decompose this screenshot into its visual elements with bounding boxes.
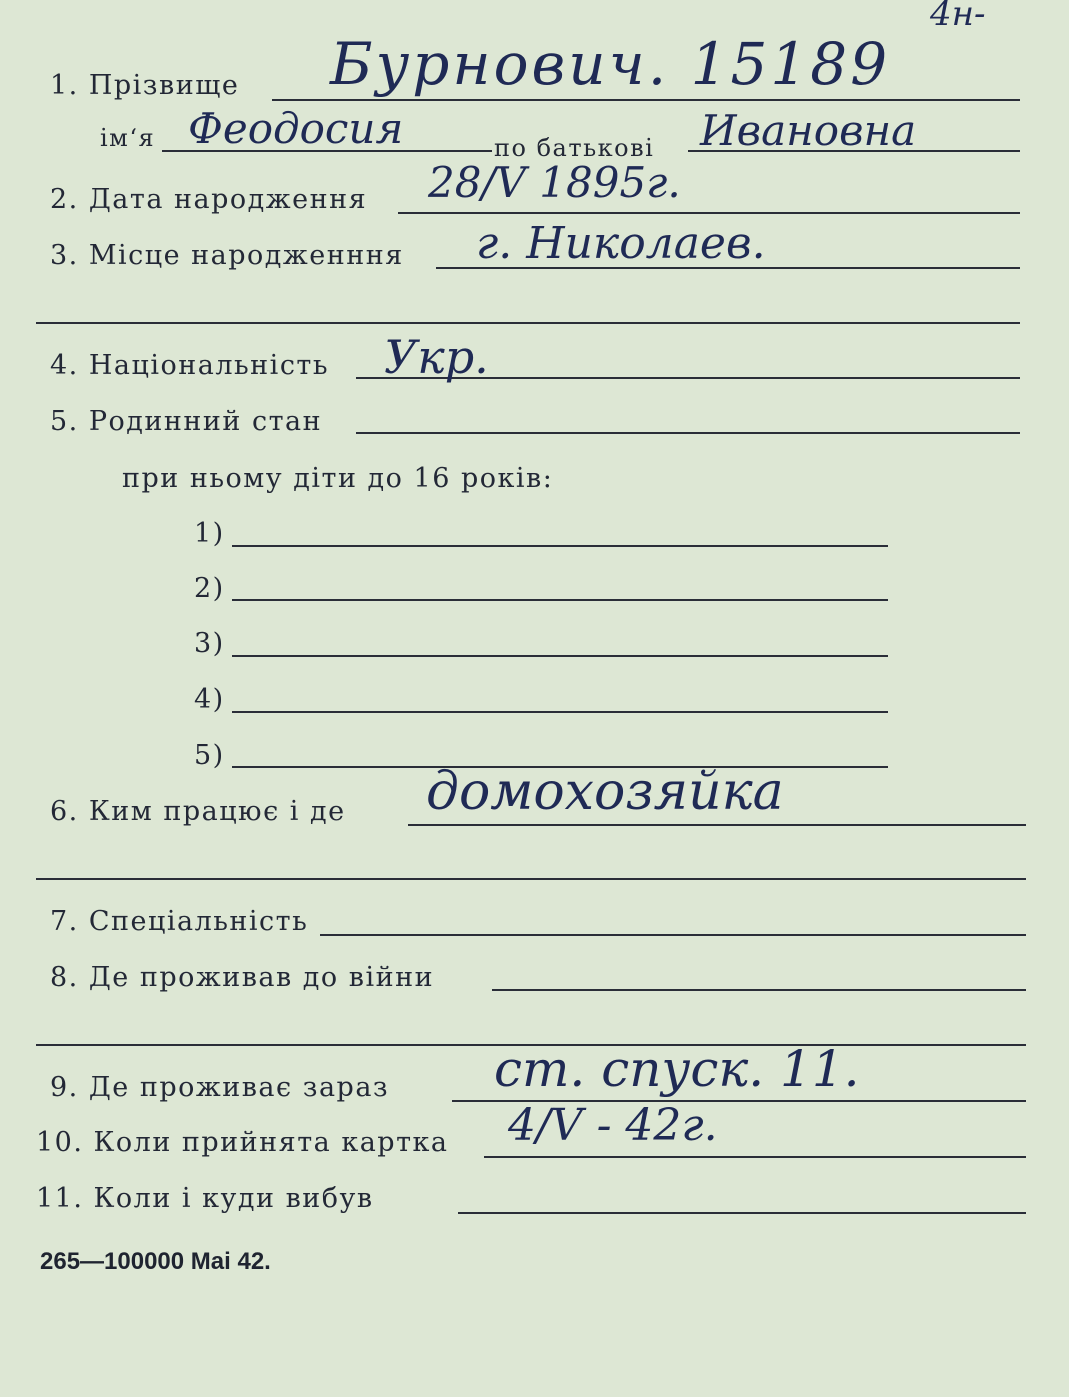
child-3-line [232,655,888,657]
name-label: ім‘я [100,124,156,152]
child-4-label: 4) [194,684,225,715]
card-date-value: 4/V - 42г. [508,1100,718,1151]
work-value: домохозяйка [426,762,784,822]
work-line-2 [36,878,1026,880]
birth-date-label: 2. Дата народження [50,184,368,215]
departure-label: 11. Коли і куди вибув [36,1183,374,1214]
child-2-label: 2) [194,573,225,604]
birth-place-label: 3. Місце народженння [50,240,404,271]
print-footer: 265—100000 Mai 42. [40,1248,271,1275]
birth-place-line-2 [36,322,1020,324]
prewar-label: 8. Де проживав до війни [50,962,435,993]
patronymic-label: по батькові [494,134,655,162]
prewar-line [492,989,1026,991]
nationality-label: 4. Національність [50,350,330,381]
child-3-label: 3) [194,628,225,659]
surname-line [272,99,1020,101]
children-label: при ньому діти до 16 років: [122,463,554,494]
child-5-label: 5) [194,740,225,771]
birth-place-value: г. Николаев. [476,218,766,269]
child-2-line [232,599,888,601]
work-line [408,824,1026,826]
surname-label: 1. Прізвище [50,70,240,101]
patronymic-value: Ивановна [700,106,917,155]
corner-note: 4н- [930,0,986,34]
name-value: Феодосия [188,104,404,153]
child-1-label: 1) [194,518,225,549]
specialty-label: 7. Спеціальність [50,906,309,937]
work-label: 6. Ким працює і де [50,796,346,827]
child-4-line [232,711,888,713]
current-value: ст. спуск. 11. [494,1040,860,1098]
child-1-line [232,545,888,547]
nationality-value: Укр. [384,330,489,384]
birth-date-value: 28/V 1895г. [428,158,681,207]
surname-value: Бурнович. 15189 [330,30,891,98]
family-line [356,432,1020,434]
card-date-label: 10. Коли прийнята картка [36,1127,449,1158]
departure-line [458,1212,1026,1214]
birth-date-line [398,212,1020,214]
family-label: 5. Родинний стан [50,406,323,437]
specialty-line [320,934,1026,936]
current-label: 9. Де проживає зараз [50,1072,390,1103]
card-date-line [484,1156,1026,1158]
